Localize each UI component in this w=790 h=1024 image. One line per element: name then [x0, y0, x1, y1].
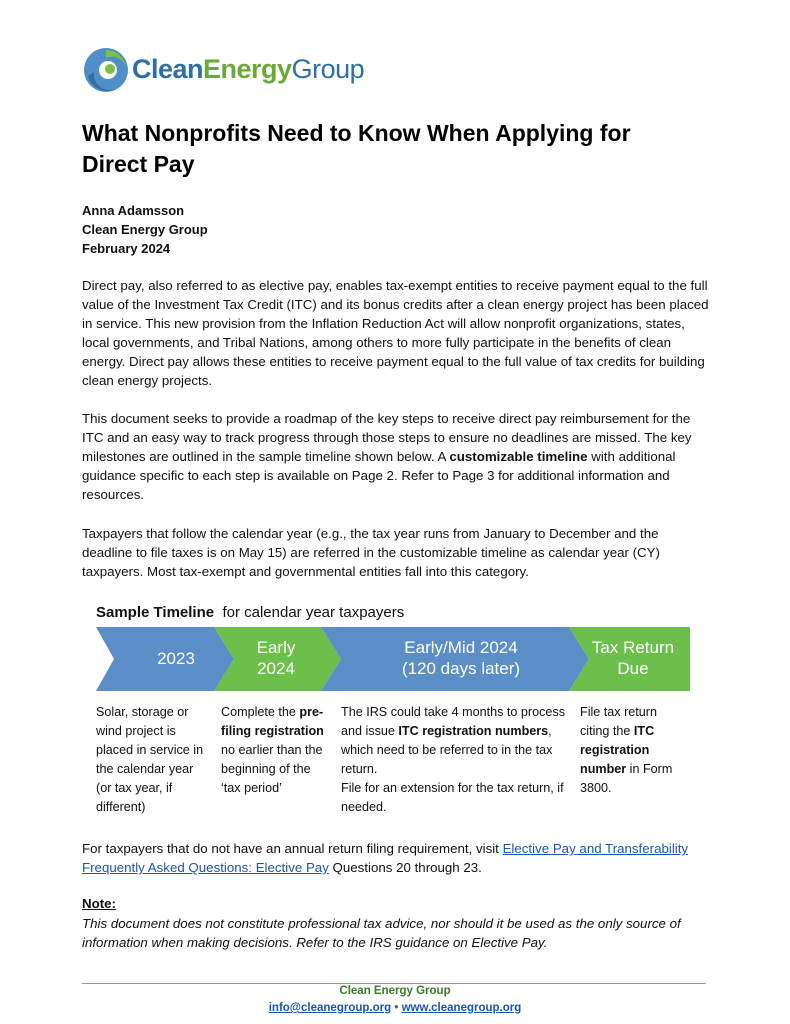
- stage-2-desc-a: Complete the: [221, 705, 300, 719]
- stage-label-4: [578, 637, 688, 679]
- note-heading: Note:: [82, 896, 116, 911]
- logo-word-group: Group: [291, 54, 365, 84]
- stage-2-line2: 2024: [257, 659, 295, 678]
- calendar-year-paragraph: Taxpayers that follow the calendar year (e.g., the tax year runs from January to December and the deadline to file taxes is on May 15) are referred in the customizable timeline as calendar year (CY) taxpayers. Most tax-exempt and governmental entities fall into this category.: [82, 526, 660, 579]
- swirl-logo-icon: [82, 46, 130, 94]
- stage-2-desc-bold: pre-filing registration: [221, 705, 324, 738]
- stage-4-description: [580, 703, 680, 798]
- logo-word-energy: Energy: [203, 54, 292, 84]
- stage-4-desc-c: in Form 3800.: [580, 762, 673, 795]
- stage-4-line1: Tax Return: [591, 638, 675, 657]
- stage-3-desc-bold: ITC registration numbers: [398, 724, 549, 738]
- clean-energy-group-logo: [82, 44, 382, 98]
- author-block: [82, 201, 208, 258]
- stage-3-line1: Early/Mid 2024: [404, 638, 518, 657]
- intro-paragraph: Direct pay, also referred to as elective pay, enables tax-exempt entities to receive payment equal to the full value of the Investment Tax Credit (ITC) and its bonus credits after a clean energy project has been placed in service. This new provision from the Inflation Reduction Act will allow nonprofit organizations, states, local governments, and Tribal Nations, among others to more fully participate in the benefits of clean energy. Direct pay allows these entities to receive payment equal to the full value of tax credits for building clean energy projects.: [82, 278, 709, 388]
- footer-org: Clean Energy Group: [339, 985, 451, 997]
- logo-wordmark: [132, 54, 364, 85]
- publish-date: February 2024: [82, 241, 171, 256]
- stage-label-3: [351, 637, 571, 679]
- roadmap-text-bold: customizable timeline: [449, 449, 588, 464]
- stage-label-1: [116, 648, 236, 669]
- stage-4-line2: Due: [617, 659, 649, 678]
- stage-3-desc-line-a: [341, 703, 569, 779]
- note-body: This document does not constitute professional tax advice, nor should it be used as the only source of information when making decisions. Refer to the IRS guidance on Elective Pay.: [82, 916, 681, 950]
- stage-1-line1: 2023: [157, 649, 195, 668]
- stage-4-desc-a: File tax return citing the: [580, 705, 657, 738]
- elective-pay-faq-link[interactable]: Elective Pay and Transferability Frequently Asked Questions: Elective Pay: [82, 841, 689, 875]
- document-title: What Nonprofits Need to Know When Applying for Direct Pay: [82, 120, 631, 177]
- filing-text-pre: For taxpayers that do not have an annual return filing requirement, visit: [82, 841, 503, 856]
- roadmap-text-post: with additional guidance specific to each step is available on Page 2. Refer to Page 3 for additional information and resources.: [82, 449, 676, 502]
- footer-email-link[interactable]: info@cleanegroup.org: [268, 1002, 392, 1014]
- stage-2-description: [221, 703, 329, 798]
- footer-contact: [0, 1002, 790, 1014]
- filing-requirement-paragraph: [82, 839, 712, 877]
- stage-3-description: [341, 703, 569, 817]
- stage-3-desc-a: The IRS could take 4 months to process and issue: [341, 705, 566, 738]
- timeline-title: Sample Timeline: [96, 604, 215, 621]
- stage-1-description: Solar, storage or wind project is placed in service in the calendar year (or tax year, if different): [96, 705, 204, 814]
- footer-divider: [82, 983, 706, 984]
- roadmap-text-pre: This document seeks to provide a roadmap of the key steps to receive direct pay reimbursement for the ITC and an easy way to track progress through those steps to ensure no deadlines are missed. The key milestones are outlined in the sample timeline shown below. A: [82, 411, 692, 464]
- roadmap-paragraph: [82, 409, 712, 504]
- footer-separator: •: [394, 1002, 399, 1014]
- author-name: Anna Adamsson: [82, 203, 185, 218]
- stage-2-desc-c: no earlier than the beginning of the ‘tax period’: [221, 743, 323, 795]
- timeline-heading: [96, 604, 404, 621]
- stage-3-line2: (120 days later): [401, 659, 521, 678]
- logo-word-clean: Clean: [132, 54, 204, 84]
- stage-4-desc-bold: ITC registration number: [580, 724, 655, 776]
- timeline-subtitle: for calendar year taxpayers: [222, 604, 405, 621]
- author-org: Clean Energy Group: [82, 222, 208, 237]
- filing-text-post: Questions 20 through 23.: [328, 860, 482, 875]
- stage-3-desc-c: , which need to be referred to in the tax return.: [341, 724, 553, 776]
- stage-label-2: [226, 637, 326, 679]
- stage-3-desc-d: File for an extension for the tax return, if needed.: [341, 781, 564, 814]
- footer-website-link[interactable]: www.cleanegroup.org: [401, 1002, 522, 1014]
- stage-2-line1: Early: [256, 638, 296, 657]
